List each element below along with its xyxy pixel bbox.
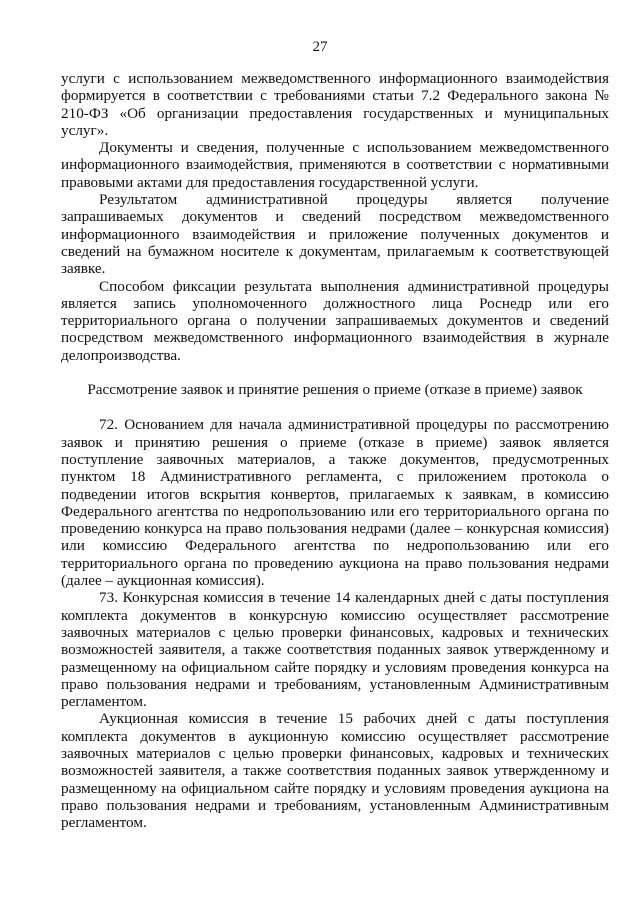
page-number: 27 bbox=[312, 39, 328, 55]
paragraph-fixation-method: Способом фиксации результата выполнения административной процедуры является запись уполномоченного должностного лица Роснедр или его территориального органа о получении запрашиваемых документов и сведений посредством межведомственного информационного взаимодействия в журнале делопроизводства. bbox=[61, 277, 609, 364]
paragraph-procedure-result: Результатом административной процедуры является получение запрашиваемых документов и сведений посредством межведомственного информационного взаимодействия и приложение полученных документов и сведений на бумажном носителе к документам, прилагаемым к соответствующей заявке. bbox=[61, 191, 609, 278]
paragraph-item-72: 72. Основанием для начала административной процедуры по рассмотрению заявок и принятию решения о приеме (отказе в приеме) заявок является поступление заявочных материалов, а также документов, предусмотренных пунктом 18 Административного регламента, с приложением протокола о подведении итогов вскрытия конвертов, прилагаемых к заявкам, в комиссию Федерального агентства по недропользованию или его территориального органа по проведению конкурса на право пользования недрами (далее – конкурсная комиссия) или комиссию Федерального агентства по недропользованию или его территориального органа по проведению аукциона на право пользования недрами (далее – аукционная комиссия). bbox=[61, 416, 609, 590]
paragraph-continuation: услуги с использованием межведомственного информационного взаимодействия формируется в соответствии с требованиями статьи 7.2 Федерального закона № 210-ФЗ «Об организации предоставления государственных и муниципальных услуг». bbox=[61, 70, 609, 139]
paragraph-item-73: 73. Конкурсная комиссия в течение 14 календарных дней с даты поступления комплекта документов в конкурсную комиссию осуществляет рассмотрение заявочных материалов с целью проверки финансовых, кадровых и технических возможностей заявителя, а также соответствия поданных заявок утвержденному и размещенному на официальном сайте порядку и условиям проведения конкурса на право пользования недрами и требованиям, установленным Административным регламентом. bbox=[61, 589, 609, 711]
section-heading: Рассмотрение заявок и принятие решения о приеме (отказе в приеме) заявок bbox=[87, 381, 583, 399]
paragraph-auction-commission: Аукционная комиссия в течение 15 рабочих дней с даты поступления комплекта документов в аукционную комиссию осуществляет рассмотрение заявочных материалов с целью проверки финансовых, кадровых и технических возможностей заявителя, а также соответствия поданных заявок утвержденному и размещенному на официальном сайте порядку и условиям проведения аукциона на право пользования недрами и требованиям, установленным Административным регламентом. bbox=[61, 710, 609, 832]
document-body bbox=[61, 70, 609, 831]
paragraph-documents-info: Документы и сведения, полученные с использованием межведомственного информационного взаимодействия, применяются в соответствии с нормативными правовыми актами для предоставления государственной услуги. bbox=[61, 139, 609, 191]
